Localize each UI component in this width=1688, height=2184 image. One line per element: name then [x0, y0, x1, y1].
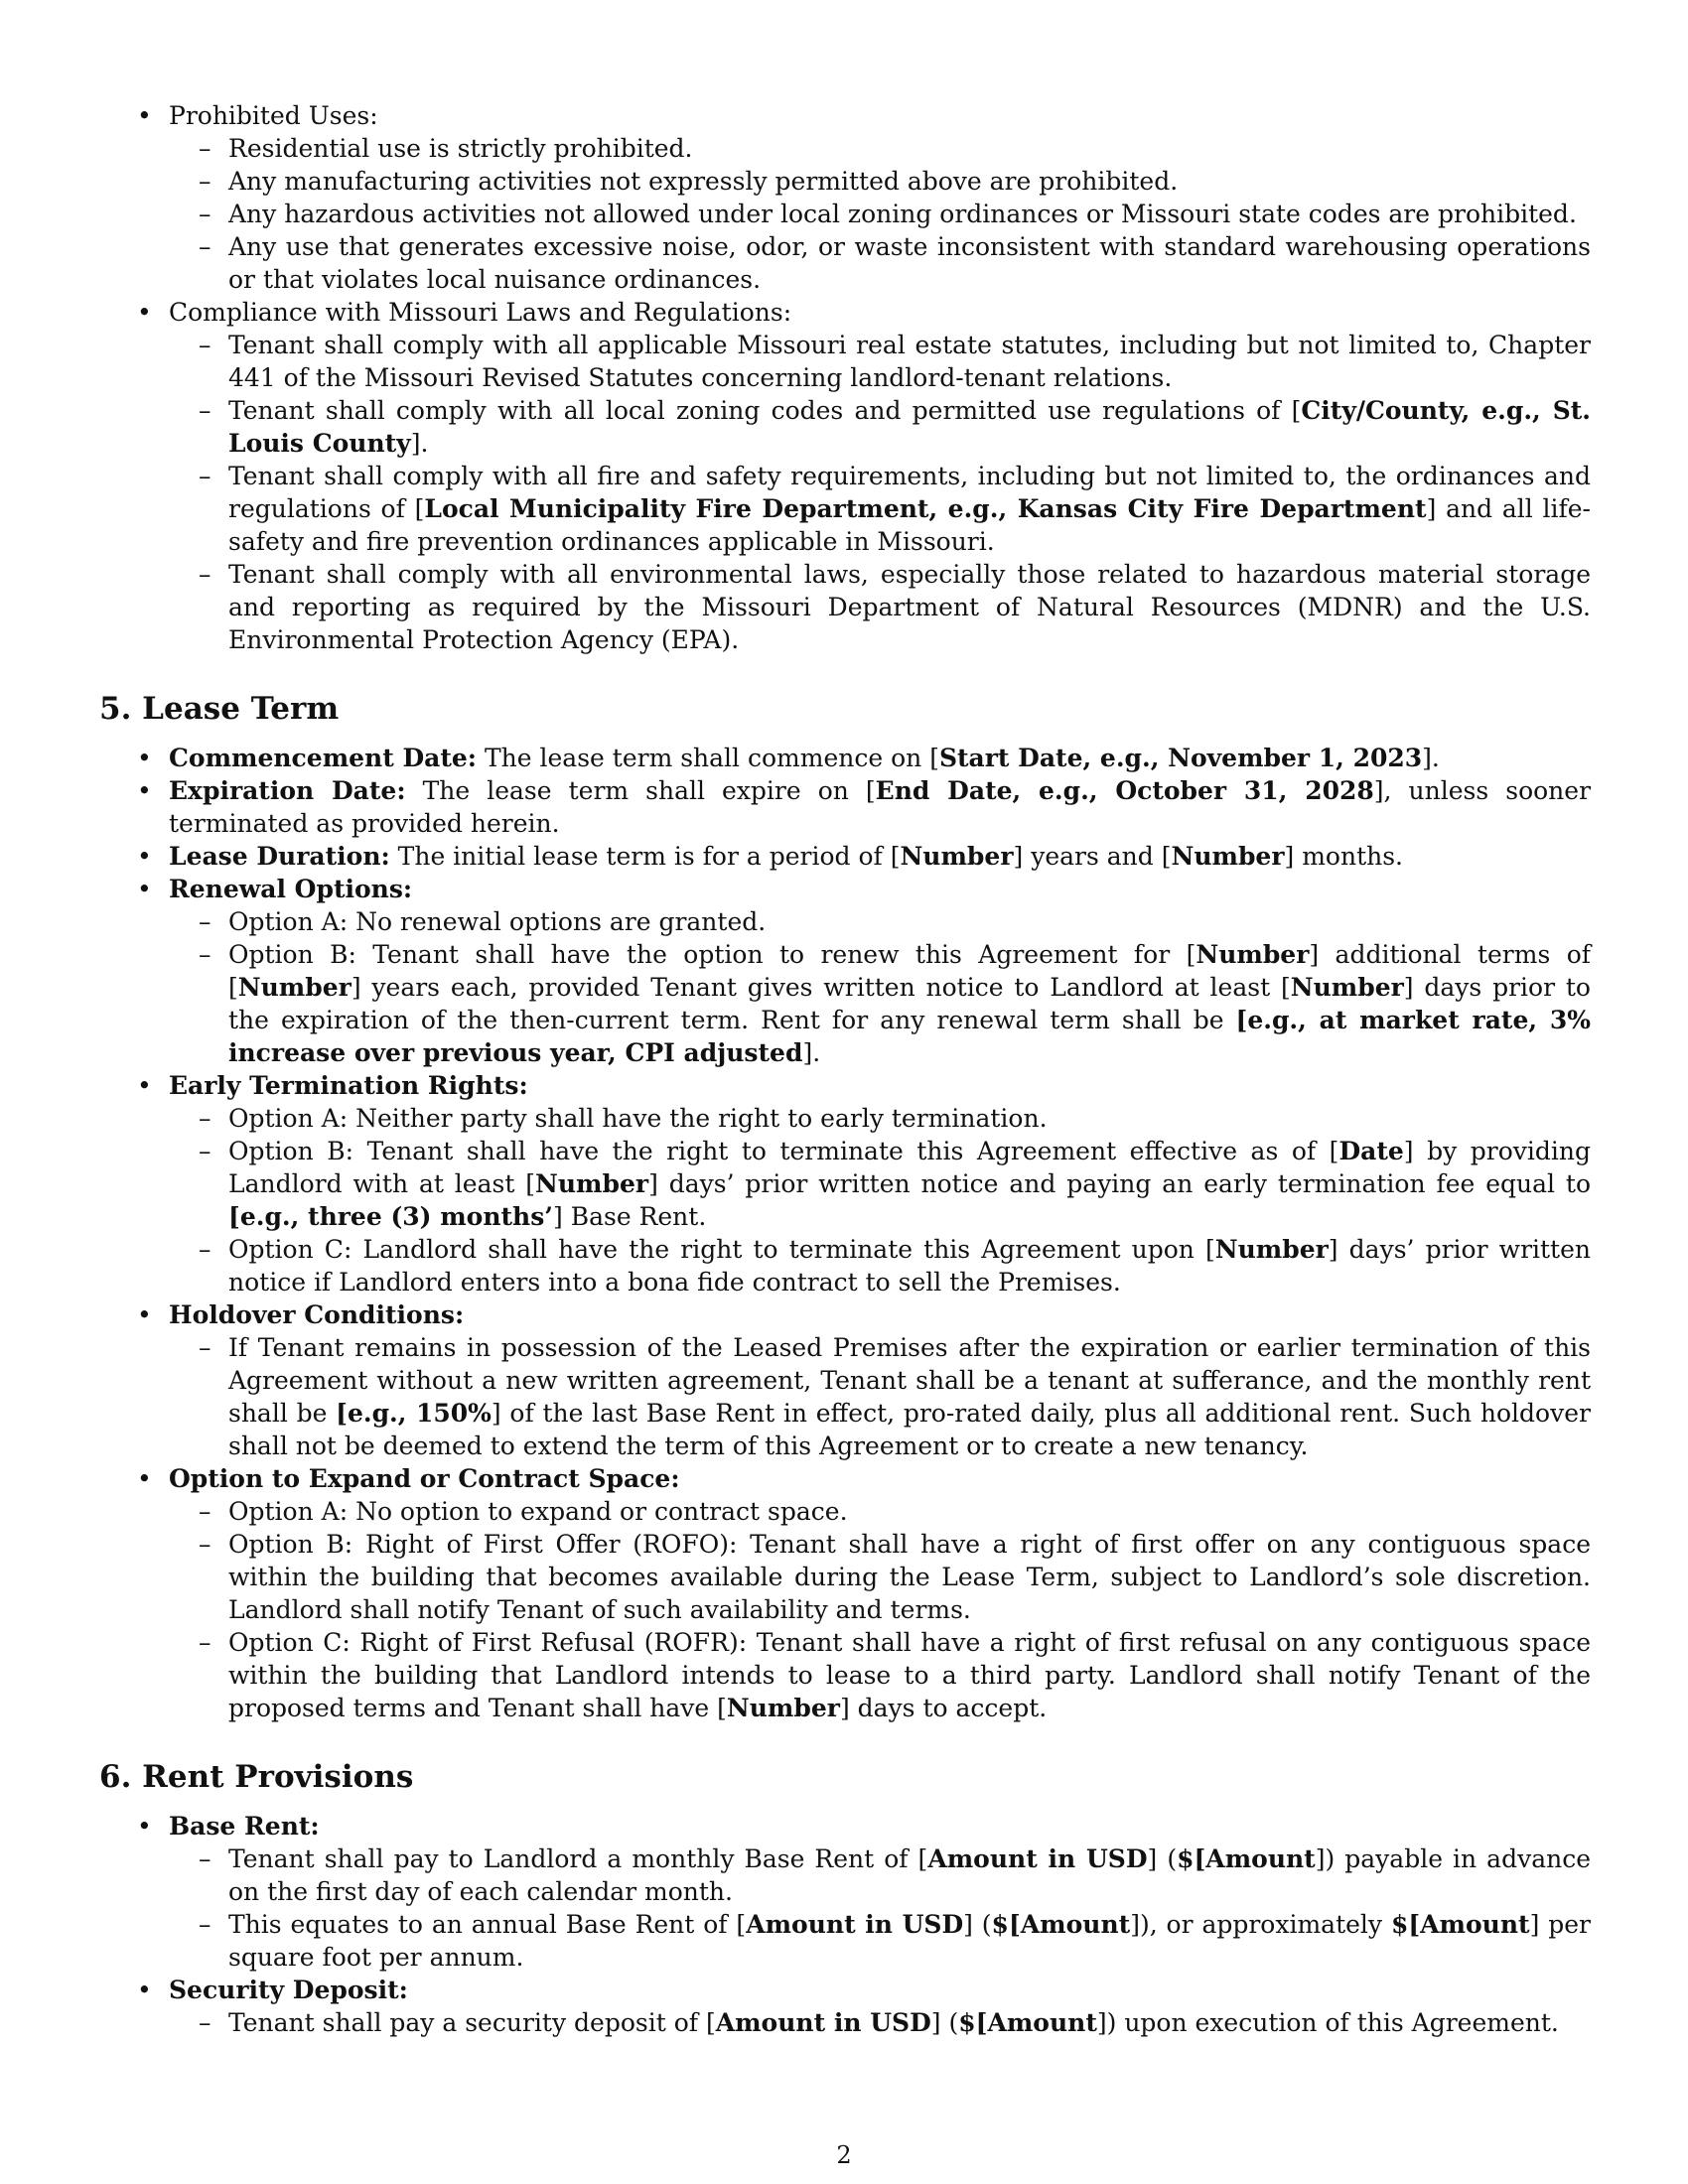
commencement-date-item: • Commencement Date: The lease term shall commence on [Start Date, e.g., November 1, 2023].	[99, 742, 1591, 774]
page-number: 2	[836, 2141, 852, 2169]
list-item: – Option B: Right of First Offer (ROFO): Tenant shall have a right of first offer on any contiguous space within the building that becomes available during the Lease Term, subject to Landlord’s sole discretion. Landlord shall notify Tenant of such availability and terms.	[169, 1528, 1591, 1626]
list-item: – Option C: Right of First Refusal (ROFR): Tenant shall have a right of first refusal on any contiguous space within the building that Landlord intends to lease to a third party. Landlord shall notify Tenant of the proposed terms and Tenant shall have [Number] days to accept.	[169, 1626, 1591, 1724]
compliance-label: • Compliance with Missouri Laws and Regulations:	[169, 298, 792, 327]
security-deposit-item: • Security Deposit: – Tenant shall pay a security deposit of [Amount in USD] ($[Amount]) upon execution of this Agreement.	[99, 1974, 1591, 2039]
renewal-options-item: • Renewal Options: – Option A: No renewal options are granted. – Option B: Tenant shall have the option to renew this Agreement for [Number] additional terms of [Number] years each, provided Tenant gives written notice to Landlord at least [Number] days prior to the expiration of the then-current term. Rent for any renewal term shall be [e.g., at market rate, 3% increase over previous year, CPI adjusted].	[99, 873, 1591, 1069]
list-item: – Option B: Tenant shall have the right to terminate this Agreement effective as of [Date] by providing Landlord with at least [Number] days’ prior written notice and paying an early termination fee equal to [e.g., three (3) months’] Base Rent.	[169, 1135, 1591, 1233]
base-rent-item: • Base Rent: – Tenant shall pay to Landlord a monthly Base Rent of [Amount in USD] ($[Amount]) payable in advance on the first day of each calendar month. – This equates to an annual Base Rent of [Amount in USD] ($[Amount]), or approximately $[Amount] per square foot per annum.	[99, 1810, 1591, 1974]
list-item: – If Tenant remains in possession of the Leased Premises after the expiration or earlier termination of this Agreement without a new written agreement, Tenant shall be a tenant at sufferance, and the monthly rent shall be [e.g., 150%] of the last Base Rent in effect, pro-rated daily, plus all additional rent. Such holdover shall not be deemed to extend the term of this Agreement or to create a new tenancy.	[169, 1331, 1591, 1462]
prohibited-uses-label: • Prohibited Uses:	[169, 101, 378, 130]
list-item: – Any hazardous activities not allowed under local zoning ordinances or Missouri state codes are prohibited.	[169, 198, 1591, 230]
list-item: – Any manufacturing activities not expressly permitted above are prohibited.	[169, 165, 1591, 198]
prohibited-uses-item	[99, 99, 1591, 296]
rent-provisions-list	[99, 1810, 1591, 2039]
early-termination-item: • Early Termination Rights: – Option A: Neither party shall have the right to early termination. – Option B: Tenant shall have the right to terminate this Agreement effective as of [Date] by providing Landlord with at least [Number] days’ prior written notice and paying an early termination fee equal to [e.g., three (3) months’] Base Rent. – Option C: Landlord shall have the right to terminate this Agreement upon [Number] days’ prior written notice if Landlord enters into a bona fide contract to sell the Premises.	[99, 1069, 1591, 1298]
list-item: – Option B: Tenant shall have the option to renew this Agreement for [Number] additional terms of [Number] years each, provided Tenant gives written notice to Landlord at least [Number] days prior to the expiration of the then-current term. Rent for any renewal term shall be [e.g., at market rate, 3% increase over previous year, CPI adjusted].	[169, 938, 1591, 1069]
expand-contract-item: • Option to Expand or Contract Space: – Option A: No option to expand or contract space. – Option B: Right of First Offer (ROFO): Tenant shall have a right of first offer on any contiguous space within the building that becomes available during the Lease Term, subject to Landlord’s sole discretion. Landlord shall notify Tenant of such availability and terms. – Option C: Right of First Refusal (ROFR): Tenant shall have a right of first refusal on any contiguous space within the building that Landlord intends to lease to a third party. Landlord shall notify Tenant of the proposed terms and Tenant shall have [Number] days to accept.	[99, 1462, 1591, 1724]
list-item: – Option C: Landlord shall have the right to terminate this Agreement upon [Number] days’ prior written notice if Landlord enters into a bona fide contract to sell the Premises.	[169, 1233, 1591, 1298]
holdover-conditions-item: • Holdover Conditions: – If Tenant remains in possession of the Leased Premises after the expiration or earlier termination of this Agreement without a new written agreement, Tenant shall be a tenant at sufferance, and the monthly rent shall be [e.g., 150%] of the last Base Rent in effect, pro-rated daily, plus all additional rent. Such holdover shall not be deemed to extend the term of this Agreement or to create a new tenancy.	[99, 1298, 1591, 1462]
list-item: – Tenant shall comply with all applicable Missouri real estate statutes, including but not limited to, Chapter 441 of the Missouri Revised Statutes concerning landlord-tenant relations.	[169, 329, 1591, 394]
list-item: – Option A: No option to expand or contract space.	[169, 1495, 1591, 1528]
list-item: – Any use that generates excessive noise, odor, or waste inconsistent with standard warehousing operations or that violates local nuisance ordinances.	[169, 230, 1591, 296]
compliance-item	[99, 296, 1591, 656]
list-item: – Tenant shall comply with all local zoning codes and permitted use regulations of [City/County, e.g., St. Louis County].	[169, 394, 1591, 460]
list-item: – Tenant shall pay a security deposit of [Amount in USD] ($[Amount]) upon execution of this Agreement.	[169, 2006, 1591, 2039]
prohibited-and-compliance-list	[99, 99, 1591, 656]
list-item: – This equates to an annual Base Rent of [Amount in USD] ($[Amount]), or approximately $[Amount] per square foot per annum.	[169, 1908, 1591, 1974]
list-item: – Tenant shall comply with all fire and safety requirements, including but not limited to, the ordinances and regulations of [Local Municipality Fire Department, e.g., Kansas City Fire Department] and all life-safety and fire prevention ordinances applicable in Missouri.	[169, 460, 1591, 558]
compliance-sublist	[169, 329, 1591, 656]
list-item: – Option A: No renewal options are granted.	[169, 905, 1591, 938]
document-page	[99, 99, 1591, 2039]
prohibited-uses-sublist	[169, 132, 1591, 296]
expiration-date-item: • Expiration Date: The lease term shall expire on [End Date, e.g., October 31, 2028], unless sooner terminated as provided herein.	[99, 774, 1591, 840]
list-item: – Residential use is strictly prohibited.	[169, 132, 1591, 165]
list-item: – Option A: Neither party shall have the right to early termination.	[169, 1102, 1591, 1135]
section-heading-rent-provisions: 6. Rent Provisions	[99, 1759, 414, 1795]
list-item: – Tenant shall comply with all environmental laws, especially those related to hazardous material storage and reporting as required by the Missouri Department of Natural Resources (MDNR) and the U.S. Environmental Protection Agency (EPA).	[169, 558, 1591, 656]
lease-term-list	[99, 742, 1591, 1724]
section-heading-lease-term: 5. Lease Term	[99, 691, 340, 727]
list-item: – Tenant shall pay to Landlord a monthly Base Rent of [Amount in USD] ($[Amount]) payable in advance on the first day of each calendar month.	[169, 1843, 1591, 1908]
lease-duration-item: • Lease Duration: The initial lease term is for a period of [Number] years and [Number] months.	[99, 840, 1591, 873]
